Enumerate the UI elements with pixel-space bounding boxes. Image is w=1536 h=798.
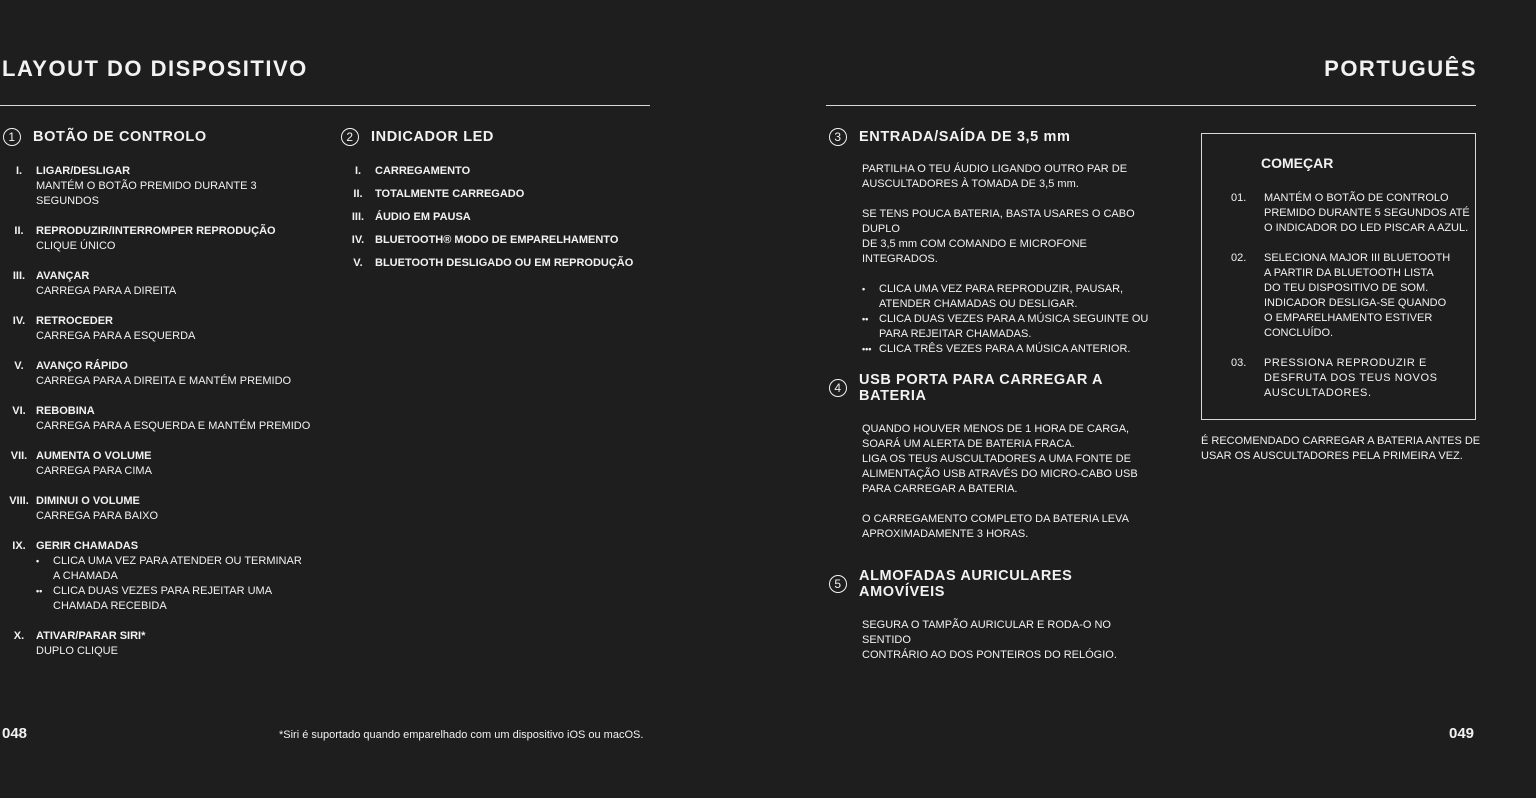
text-line: PREMIDO DURANTE 5 SEGUNDOS ATÉ — [1264, 207, 1470, 219]
audio-jack-section — [829, 128, 1149, 357]
item-desc: CARREGA PARA A ESQUERDA — [36, 330, 196, 342]
list-item — [862, 342, 1149, 357]
item-desc: CLIQUE ÚNICO — [36, 240, 116, 252]
text-line: PRESSIONA REPRODUZIR E — [1264, 357, 1427, 369]
roman-numeral: VI. — [12, 405, 26, 417]
item-title: AVANÇAR — [36, 270, 90, 282]
list-item — [2, 359, 312, 389]
page-title-right: PORTUGUÊS — [1324, 56, 1477, 81]
text-line: O CARREGAMENTO COMPLETO DA BATERIA LEVA — [862, 513, 1129, 525]
text-line: É RECOMENDADO CARREGAR A BATERIA ANTES DE — [1201, 435, 1481, 447]
text-line: INDICADOR DESLIGA-SE QUANDO — [1264, 297, 1447, 309]
usb-charging-heading — [829, 372, 1149, 404]
list-item — [341, 256, 641, 271]
text-line: SE TENS POUCA BATERIA, BASTA USARES O CABO DUPLO — [862, 208, 1135, 235]
list-item — [2, 539, 312, 614]
list-item — [2, 629, 312, 659]
sub-item — [36, 554, 312, 584]
step-number: 03. — [1231, 357, 1247, 369]
text-line: CONTRÁRIO AO DOS PONTEIROS DO RELÓGIO. — [862, 649, 1117, 661]
divider-right — [826, 105, 1476, 106]
bullet-dot: •• — [862, 314, 869, 324]
text-line: ALIMENTAÇÃO USB ATRAVÉS DO MICRO-CABO USB — [862, 468, 1138, 480]
text-line: SEGURA O TAMPÃO AURICULAR E RODA-O NO SENTIDO — [862, 619, 1111, 646]
item-title: GERIR CHAMADAS — [36, 540, 139, 552]
sub-item — [36, 584, 312, 614]
item-desc: CARREGA PARA A DIREITA — [36, 285, 177, 297]
step-item — [1231, 251, 1475, 341]
text-line: APROXIMADAMENTE 3 HORAS. — [862, 528, 1029, 540]
led-state-label: BLUETOOTH® MODO DE EMPARELHAMENTO — [375, 234, 619, 246]
led-state-label: ÁUDIO EM PAUSA — [375, 211, 471, 223]
item-desc: MANTÉM O BOTÃO PREMIDO DURANTE 3 SEGUNDOS — [36, 180, 257, 207]
step-number: 01. — [1231, 192, 1247, 204]
page-number-left: 048 — [2, 725, 28, 742]
list-item — [341, 233, 641, 248]
item-title: LIGAR/DESLIGAR — [36, 165, 131, 177]
text-line: MANTÉM O BOTÃO DE CONTROLO — [1264, 192, 1449, 204]
page-number-right: 049 — [1449, 725, 1475, 742]
section-number-3: 3 — [829, 128, 847, 146]
text-line: AUSCULTADORES À TOMADA DE 3,5 mm. — [862, 178, 1079, 190]
control-button-section — [2, 128, 312, 674]
list-item — [862, 282, 1149, 312]
led-state-label: BLUETOOTH DESLIGADO OU EM REPRODUÇÃO — [375, 257, 634, 269]
bullet-dot: ••• — [862, 344, 872, 354]
text-line: CONCLUÍDO. — [1264, 327, 1334, 339]
step-item — [1231, 356, 1475, 401]
led-indicator-heading — [341, 128, 641, 146]
page-title-left: LAYOUT DO DISPOSITIVO — [2, 56, 308, 81]
sub-line: A CHAMADA — [53, 570, 118, 582]
roman-numeral: X. — [13, 630, 25, 642]
roman-numeral: IV. — [12, 315, 26, 327]
control-button-heading — [3, 128, 312, 146]
text-line: LIGA OS TEUS AUSCULTADORES A UMA FONTE DE — [862, 453, 1131, 465]
audio-paragraph-1 — [862, 162, 1149, 192]
list-item — [2, 224, 312, 254]
text-line: SOARÁ UM ALERTA DE BATERIA FRACA. — [862, 438, 1075, 450]
audio-jack-title: ENTRADA/SAÍDA DE 3,5 mm — [859, 129, 1071, 145]
list-item — [2, 494, 312, 524]
section-number-2: 2 — [341, 128, 359, 146]
item-title: AVANÇO RÁPIDO — [36, 360, 128, 372]
item-title: REPRODUZIR/INTERROMPER REPRODUÇÃO — [36, 225, 276, 237]
text-line: O EMPARELHAMENTO ESTIVER — [1264, 312, 1433, 324]
item-title: ATIVAR/PARAR SIRI* — [36, 630, 146, 642]
bullet-dot: • — [36, 556, 40, 566]
text-line: ATENDER CHAMADAS OU DESLIGAR. — [879, 298, 1078, 310]
text-line: DE 3,5 mm COM COMANDO E MICROFONE INTEGRADOS. — [862, 238, 1087, 265]
list-item — [2, 404, 312, 434]
text-line: CLICA UMA VEZ PARA REPRODUZIR, PAUSAR, — [879, 283, 1124, 295]
text-line: A PARTIR DA BLUETOOTH LISTA — [1264, 267, 1434, 279]
roman-numeral: II. — [353, 188, 363, 200]
text-line: DESFRUTA DOS TEUS NOVOS — [1264, 372, 1438, 384]
list-item — [2, 164, 312, 209]
item-title: REBOBINA — [36, 405, 95, 417]
text-line: PARTILHA O TEU ÁUDIO LIGANDO OUTRO PAR DE — [862, 163, 1128, 175]
audio-jack-heading — [829, 128, 1149, 146]
roman-numeral: IX. — [12, 540, 26, 552]
item-desc: CARREGA PARA CIMA — [36, 465, 152, 477]
sub-line: CLICA UMA VEZ PARA ATENDER OU TERMINAR — [53, 555, 302, 567]
battery-recommendation — [1201, 434, 1480, 464]
item-title: DIMINUI O VOLUME — [36, 495, 140, 507]
usb-charging-title: USB PORTA PARA CARREGAR A BATERIA — [859, 372, 1103, 404]
ear-cushions-title: ALMOFADAS AURICULARES AMOVÍVEIS — [859, 568, 1073, 600]
ear-cushions-heading — [829, 568, 1149, 600]
call-options-list — [36, 554, 312, 614]
sub-line: CLICA DUAS VEZES PARA REJEITAR UMA — [53, 585, 273, 597]
divider-left — [0, 105, 650, 106]
roman-numeral: VIII. — [9, 495, 29, 507]
cushions-paragraph — [862, 618, 1149, 663]
control-button-title: BOTÃO DE CONTROLO — [33, 129, 207, 145]
item-desc: CARREGA PARA A DIREITA E MANTÉM PREMIDO — [36, 375, 292, 387]
text-line: CLICA DUAS VEZES PARA A MÚSICA SEGUINTE OU — [879, 313, 1149, 325]
led-indicator-title: INDICADOR LED — [371, 129, 494, 145]
roman-numeral: II. — [14, 225, 24, 237]
text-line: PARA CARREGAR A BATERIA. — [862, 483, 1018, 495]
list-item — [341, 164, 641, 179]
roman-numeral: VII. — [10, 450, 28, 462]
text-line: AUSCULTADORES. — [1264, 387, 1372, 399]
item-title: RETROCEDER — [36, 315, 114, 327]
list-item — [2, 314, 312, 344]
list-item — [341, 187, 641, 202]
getting-started-box — [1201, 133, 1476, 420]
led-indicator-section — [341, 128, 641, 279]
siri-footnote: *Siri é suportado quando emparelhado com um dispositivo iOS ou macOS. — [279, 729, 644, 741]
roman-numeral: I. — [15, 165, 23, 177]
roman-numeral: V. — [14, 360, 24, 372]
roman-numeral: III. — [351, 211, 365, 223]
text-line: USAR OS AUSCULTADORES PELA PRIMEIRA VEZ. — [1201, 450, 1463, 462]
getting-started-title: COMEÇAR — [1261, 155, 1334, 171]
text-line: PARA REJEITAR CHAMADAS. — [879, 328, 1032, 340]
text-line: SELECIONA MAJOR III BLUETOOTH — [1264, 252, 1451, 264]
audio-controls-list — [862, 282, 1149, 357]
text-line: QUANDO HOUVER MENOS DE 1 HORA DE CARGA, — [862, 423, 1130, 435]
led-state-label: TOTALMENTE CARREGADO — [375, 188, 525, 200]
roman-numeral: I. — [354, 165, 362, 177]
section-number-1: 1 — [3, 128, 21, 146]
usb-paragraph-2 — [862, 512, 1149, 542]
text-line: CLICA TRÊS VEZES PARA A MÚSICA ANTERIOR. — [879, 343, 1131, 355]
roman-numeral: V. — [353, 257, 363, 269]
bullet-dot: • — [862, 284, 866, 294]
section-number-5: 5 — [829, 575, 847, 593]
step-number: 02. — [1231, 252, 1247, 264]
ear-cushions-section — [829, 568, 1149, 663]
control-functions-list — [2, 164, 312, 659]
text-line: DO TEU DISPOSITIVO DE SOM. — [1264, 282, 1429, 294]
list-item — [2, 449, 312, 479]
led-state-label: CARREGAMENTO — [375, 165, 471, 177]
roman-numeral: IV. — [351, 234, 365, 246]
roman-numeral: III. — [12, 270, 26, 282]
item-title: AUMENTA O VOLUME — [36, 450, 152, 462]
section-number-4: 4 — [829, 379, 847, 397]
item-desc: CARREGA PARA A ESQUERDA E MANTÉM PREMIDO — [36, 420, 311, 432]
list-item — [862, 312, 1149, 342]
usb-paragraph-1 — [862, 422, 1149, 497]
bullet-dot: •• — [36, 586, 43, 596]
list-item — [2, 269, 312, 299]
text-line: O INDICADOR DO LED PISCAR A AZUL. — [1264, 222, 1469, 234]
audio-paragraph-2 — [862, 207, 1149, 267]
led-states-list — [341, 164, 641, 271]
usb-charging-section — [829, 372, 1149, 542]
list-item — [341, 210, 641, 225]
item-desc: DUPLO CLIQUE — [36, 645, 118, 657]
sub-line: CHAMADA RECEBIDA — [53, 600, 167, 612]
item-desc: CARREGA PARA BAIXO — [36, 510, 159, 522]
step-item — [1231, 191, 1475, 236]
